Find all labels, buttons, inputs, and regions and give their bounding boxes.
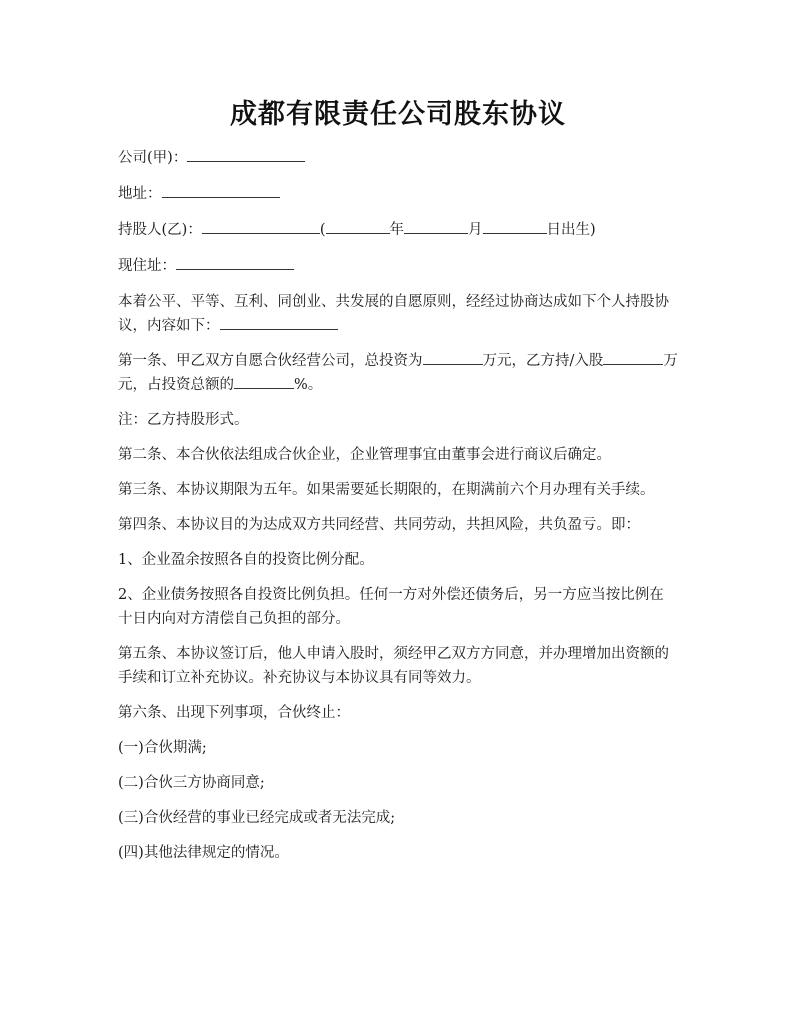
percentage-blank[interactable] — [234, 374, 294, 389]
intro-text: 本着公平、平等、互利、同创业、共发展的自愿原则，经经过协商达成如下个人持股协议，内容如下： — [118, 294, 669, 334]
total-investment-blank[interactable] — [423, 350, 483, 365]
article-2: 第二条、本合伙依法组成合伙企业，企业管理事宜由董事会进行商议后确定。 — [118, 447, 611, 463]
article-3: 第三条、本协议期限为五年。如果需要延长期限的，在期满前六个月办理有关手续。 — [118, 482, 655, 498]
shareholder-label: 持股人(乙)： — [118, 222, 202, 238]
document-body — [118, 146, 678, 876]
termination-item-4: (四)其他法律规定的情况。 — [118, 845, 289, 861]
termination-item-1: (一)合伙期满; — [118, 740, 207, 756]
birth-month-label: 月 — [468, 222, 483, 238]
note-paragraph: 注：乙方持股形式。 — [118, 412, 249, 428]
shareholder-blank[interactable] — [202, 219, 320, 234]
residence-label: 现住址： — [118, 258, 176, 274]
shareholder-field — [118, 218, 678, 242]
article-1-part4: %。 — [294, 377, 323, 393]
company-blank[interactable] — [187, 147, 305, 162]
article-4-item-1: 1、企业盈余按照各自的投资比例分配。 — [118, 552, 374, 568]
residence-blank[interactable] — [176, 255, 294, 270]
birth-month-blank[interactable] — [404, 219, 468, 234]
company-field — [118, 146, 678, 170]
article-4-item-2: 2、企业债务按照各自投资比例负担。任何一方对外偿还债务后，另一方应当按比例在十日内向对方清偿自己负担的部分。 — [118, 587, 664, 627]
article-1-part3: 万元，占投资总额的 — [118, 353, 678, 393]
birth-day-blank[interactable] — [483, 219, 547, 234]
article-4: 第四条、本协议目的为达成双方共同经营、共同劳动，共担风险，共负盈亏。即： — [118, 517, 640, 533]
intro-blank[interactable] — [220, 315, 338, 330]
article-5: 第五条、本协议签订后，他人申请入股时，须经甲乙双方方同意，并办理增加出资额的手续和订立补充协议。补充协议与本协议具有同等效力。 — [118, 646, 669, 686]
termination-item-2: (二)合伙三方协商同意; — [118, 775, 265, 791]
article-1 — [118, 349, 678, 397]
shareholding-blank[interactable] — [603, 350, 663, 365]
intro-paragraph — [118, 290, 678, 338]
address-label: 地址： — [118, 186, 162, 202]
address-field — [118, 182, 678, 206]
birth-day-label: 日出生) — [546, 222, 596, 238]
birth-open: ( — [319, 222, 326, 238]
article-6: 第六条、出现下列事项，合伙终止： — [118, 705, 350, 721]
birth-year-label: 年 — [389, 222, 404, 238]
article-1-part2: 万元，乙方持/入股 — [482, 353, 604, 369]
birth-year-blank[interactable] — [326, 219, 390, 234]
document-title: 成都有限责任公司股东协议 — [230, 99, 566, 130]
address-blank[interactable] — [162, 183, 280, 198]
residence-field — [118, 254, 678, 278]
termination-item-3: (三)合伙经营的事业已经完成或者无法完成; — [118, 810, 396, 826]
article-1-part1: 第一条、甲乙双方自愿合伙经营公司，总投资为 — [118, 353, 423, 369]
company-label: 公司(甲)： — [118, 150, 188, 166]
